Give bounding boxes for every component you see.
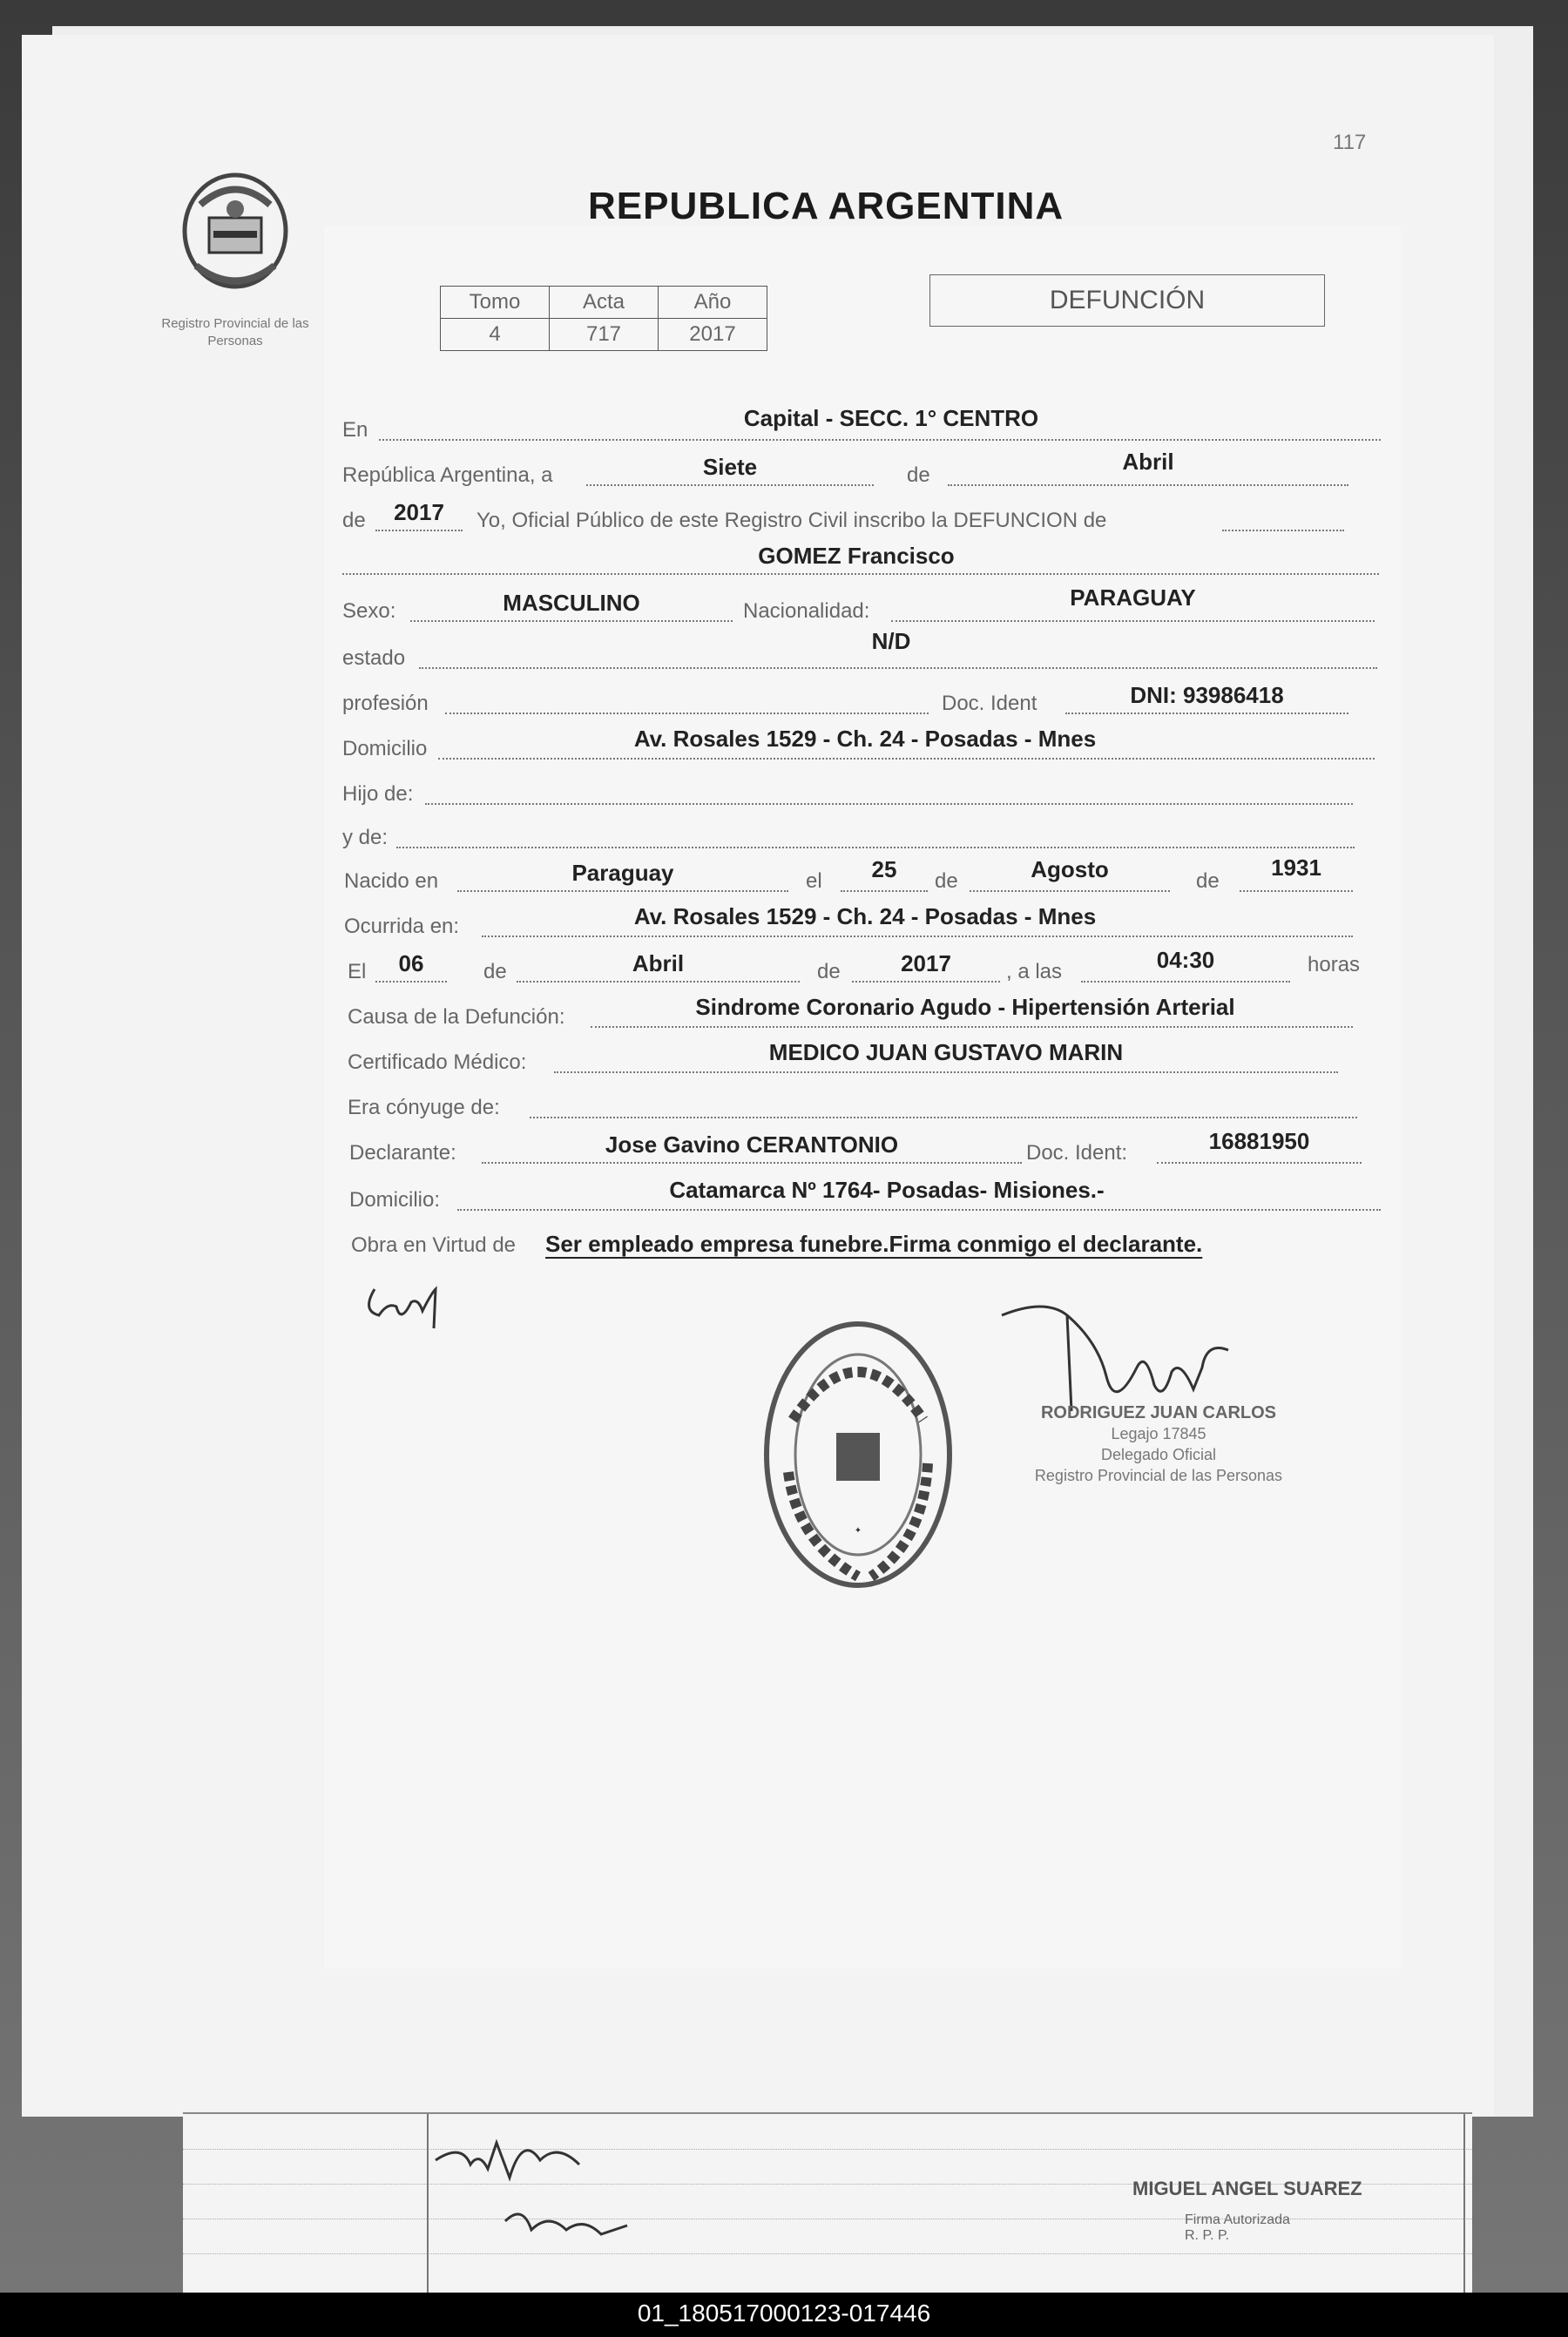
row-hijo [342,772,1383,810]
dotted-line [586,484,874,486]
value-obra: Ser empleado empresa funebre.Firma conmigo el declarante. [545,1231,1203,1257]
label-de: de [907,463,930,487]
value-causa: Sindrome Coronario Agudo - Hipertensión Arterial [695,994,1235,1020]
label-causa: Causa de la Defunción: [348,1005,565,1029]
row-profesion [342,681,1383,719]
dotted-line [530,1117,1357,1118]
value-sexo: MASCULINO [503,590,640,616]
label-hijo: Hijo de: [342,782,414,806]
value-doc-declarante: 16881950 [1208,1128,1310,1154]
record-value-ano: 2017 [659,319,767,351]
label-sexo: Sexo: [342,599,396,623]
row-domicilio [342,726,1383,765]
value-nombre: GOMEZ Francisco [758,543,955,569]
signer-stamp [1002,1402,1315,1486]
dotted-line [970,890,1170,892]
document-title: REPUBLICA ARGENTINA [588,185,1064,227]
record-header-acta: Acta [550,287,659,319]
label-horas: horas [1308,953,1361,976]
label-profesion: profesión [342,692,429,715]
row-ocurrida [342,904,1383,942]
label-republica: República Argentina, a [342,463,553,487]
value-dia-nacimiento: 25 [871,856,897,882]
label-certificado: Certificado Médico: [348,1050,527,1074]
dotted-line [425,803,1353,805]
label-doc-ident: Doc. Ident [942,692,1037,715]
value-dia: Siete [702,454,758,480]
dotted-line [379,439,1381,441]
dotted-line [410,620,733,622]
row-obra [342,1223,1383,1261]
record-header-ano: Año [659,287,767,319]
value-hora: 04:30 [1156,947,1215,973]
dotted-line [342,573,1379,575]
signer-office: Registro Provincial de las Personas [1034,1467,1283,1484]
value-anio-nacimiento: 1931 [1271,854,1321,881]
page-number: 117 [1333,131,1367,154]
row-declarante [342,1128,1383,1169]
label-nacionalidad: Nacionalidad: [743,599,870,623]
dotted-line [591,1026,1353,1028]
label-conyuge: Era cónyuge de: [348,1096,500,1119]
dotted-line [948,484,1348,486]
label-de: de [935,869,958,893]
row-causa [342,995,1383,1033]
value-mes: Abril [1122,449,1174,475]
row-name [342,542,1383,580]
signer-legajo: Legajo 17845 [1111,1425,1206,1442]
label-doc-ident: Doc. Ident: [1026,1141,1128,1165]
label-nacido: Nacido en [344,869,439,893]
value-lugar-defuncion: Av. Rosales 1529 - Ch. 24 - Posadas - Mnes [633,903,1097,929]
label-de: de [483,960,507,983]
row-year [342,498,1383,537]
dotted-line [482,1162,1022,1164]
bottom-stamp-role: Firma Autorizada [1185,2212,1290,2227]
row-yde [342,815,1383,854]
dotted-line [419,667,1377,669]
row-en [342,405,1383,446]
value-medico: MEDICO JUAN GUSTAVO MARIN [768,1039,1124,1065]
dotted-line [841,890,928,892]
value-declarante: Jose Gavino CERANTONIO [605,1131,899,1158]
record-value-tomo: 4 [441,319,550,351]
dotted-line [1157,1162,1362,1164]
record-header-tomo: Tomo [441,287,550,319]
row-estado [342,628,1383,674]
label-de: de [342,509,366,532]
dotted-line [1222,530,1344,531]
dotted-line [517,981,800,983]
provincial-crest-icon [174,170,296,301]
value-mes-defuncion: Abril [632,950,685,976]
bottom-stamp-sub [1185,2212,1290,2244]
label-de: de [817,960,841,983]
dotted-line [457,1209,1381,1211]
label-a-las: , a las [1006,960,1063,983]
label-ocurrida: Ocurrida en: [344,915,460,938]
value-nacionalidad: PARAGUAY [1070,584,1196,611]
value-estado: N/D [871,628,911,654]
row-nacido [342,854,1383,897]
file-caption: 01_180517000123-017446 [637,2300,931,2327]
label-domicilio: Domicilio: [349,1188,441,1212]
label-yde: y de: [342,826,389,849]
official-seal [758,1315,958,1594]
svg-text:✦: ✦ [854,1526,862,1536]
row-fecha-defuncion [342,949,1383,988]
value-lugar-nacimiento: Paraguay [571,860,674,886]
dotted-line [375,981,447,983]
value-dni: DNI: 93986418 [1130,682,1284,708]
value-mes-nacimiento: Agosto [1031,856,1109,882]
value-anio: 2017 [394,499,444,525]
label-en: En [342,418,368,442]
dotted-line [1065,713,1348,714]
value-lugar: Capital - SECC. 1° CENTRO [743,405,1039,431]
dotted-line [554,1071,1338,1073]
dotted-line [852,981,1000,983]
dotted-line [1240,890,1353,892]
row-sexo [342,584,1383,627]
value-anio-defuncion: 2017 [901,950,951,976]
bottom-strip [183,2112,1472,2293]
dotted-line [482,935,1353,937]
handwritten-initials [357,1263,453,1333]
label-inscribo: Yo, Oficial Público de este Registro Civil inscribo la DEFUNCION de [476,509,1107,532]
label-el: El [348,960,367,983]
signer-role: Delegado Oficial [1100,1446,1217,1463]
bottom-signature [427,2125,671,2256]
record-table [440,286,767,351]
bottom-stamp-name: MIGUEL ANGEL SUAREZ [1132,2178,1362,2199]
record-type-box: DEFUNCIÓN [929,274,1325,327]
dotted-line [1081,981,1290,983]
label-obra: Obra en Virtud de [351,1233,517,1257]
row-domicilio-declarante [342,1178,1383,1216]
dotted-line [375,530,463,531]
value-domicilio: Av. Rosales 1529 - Ch. 24 - Posadas - Mnes [633,726,1097,752]
value-domicilio-declarante: Catamarca Nº 1764- Posadas- Misiones.- [669,1177,1105,1203]
signer-name: RODRIGUEZ JUAN CARLOS [1040,1403,1276,1422]
label-domicilio: Domicilio [342,737,428,760]
dotted-line [445,713,929,714]
dotted-line [438,758,1375,760]
row-conyuge [342,1085,1383,1124]
dotted-line [891,620,1375,622]
dotted-line [457,890,788,892]
value-dia-defuncion: 06 [398,950,424,976]
label-declarante: Declarante: [349,1141,456,1165]
row-fecha [342,449,1383,491]
registry-name: Registro Provincial de las Personas [161,316,309,348]
label-de: de [1196,869,1220,893]
bottom-stamp-abbrev: R. P. P. [1185,2228,1229,2243]
record-value-acta: 717 [550,319,659,351]
dotted-line [396,847,1355,848]
label-el: el [806,869,822,893]
label-estado: estado [342,646,406,670]
row-certificado [342,1040,1383,1078]
